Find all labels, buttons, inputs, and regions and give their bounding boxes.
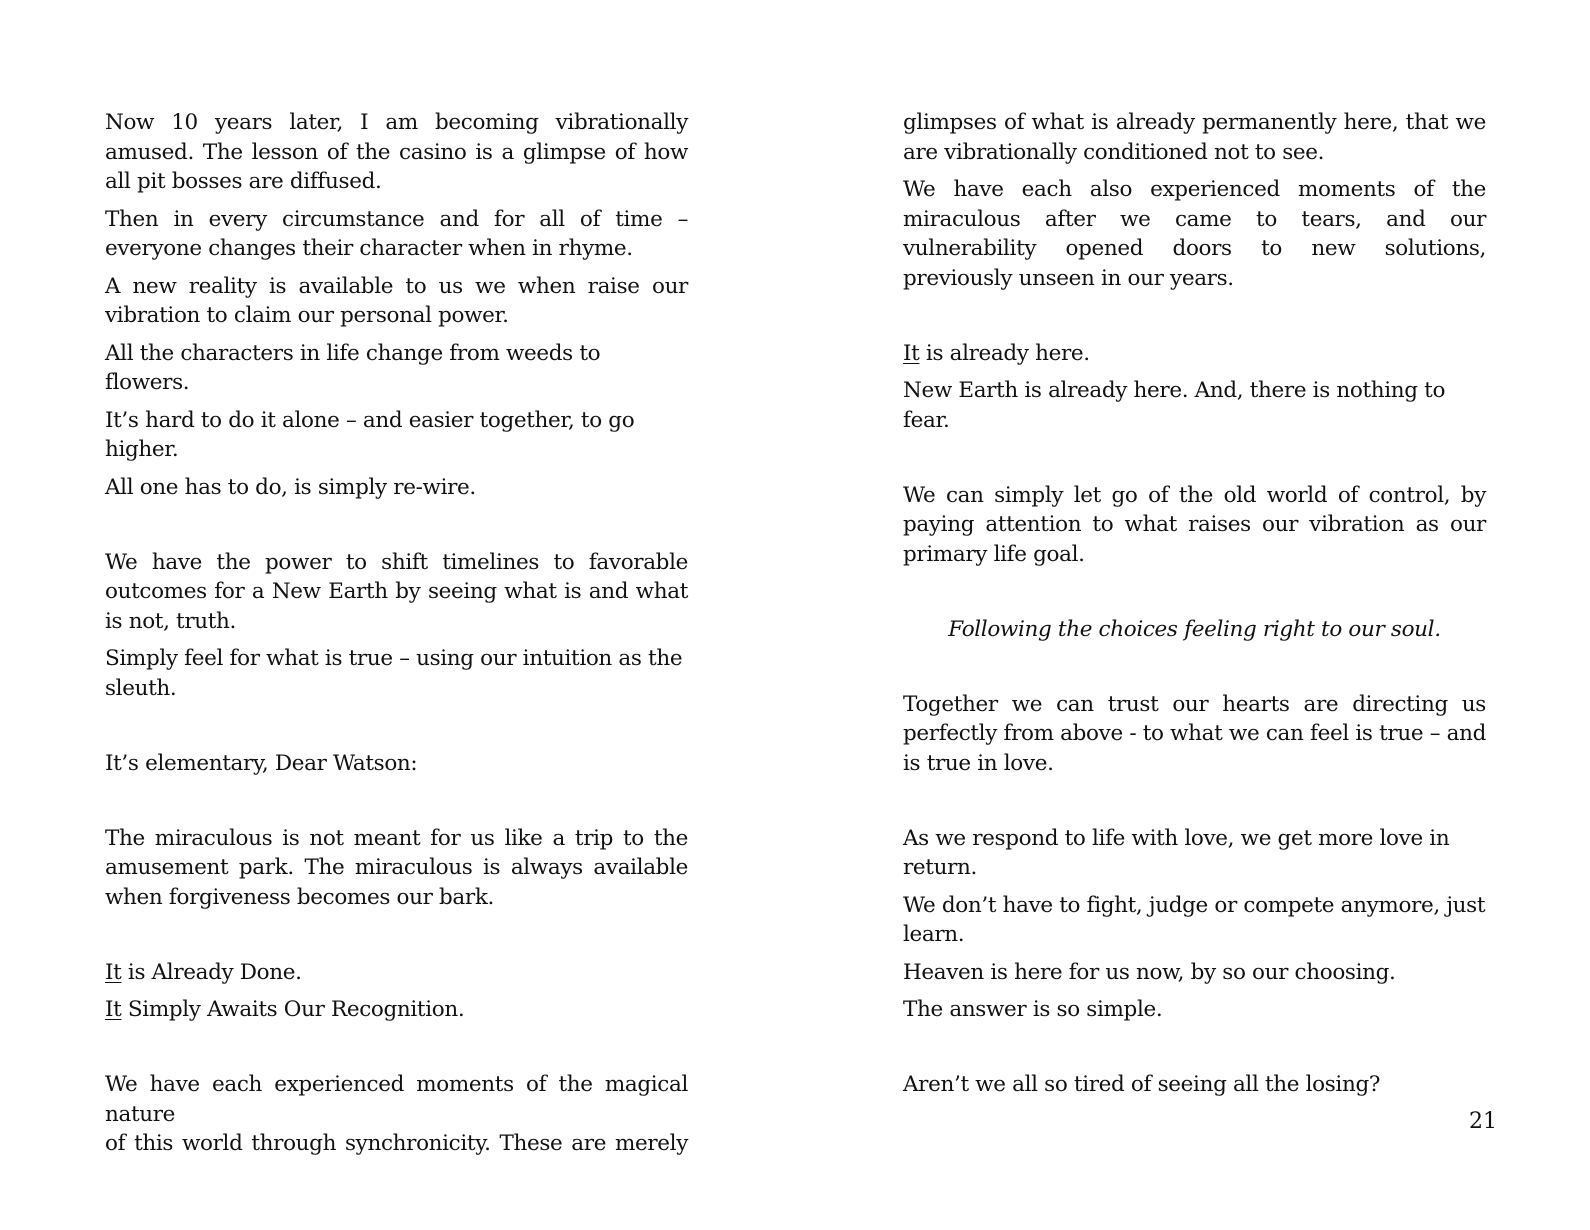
page-number: 21 [1469, 1109, 1497, 1134]
paragraph: We have the power to shift timelines to favorable outcomes for a New Earth by seeing what is and what is not, truth. [105, 549, 688, 634]
paragraph: Aren’t we all so tired of seeing all the losing? [903, 1072, 1381, 1097]
paragraph-text: Simply Awaits Our Recognition. [121, 997, 465, 1022]
stanza-break [903, 301, 1486, 339]
stanza-break [105, 711, 688, 749]
paragraph: All the characters in life change from weeds to flowers. [105, 340, 601, 395]
paragraph: We have each also experienced moments of the miraculous after we came to tears, and our vulnerability opened doors to new solutions, previously unseen in our years. [903, 177, 1486, 291]
stanza-break [903, 786, 1486, 824]
paragraph: The answer is so simple. [903, 997, 1163, 1022]
stanza-break [903, 1033, 1486, 1071]
paragraph: Then in every circumstance and for all of time – everyone changes their character when in rhyme. [105, 206, 688, 261]
left-text-column [105, 108, 688, 1167]
paragraph: All one has to do, is simply re-wire. [105, 474, 476, 500]
stanza-break [105, 1033, 688, 1071]
paragraph: Heaven is here for us now, by so our choosing. [903, 959, 1396, 985]
paragraph: The miraculous is not meant for us like a trip to the amusement park. The miraculous is always available when forgiveness becomes our bark. [105, 825, 688, 910]
paragraph: New Earth is already here. And, there is nothing to fear. [903, 378, 1446, 433]
stanza-break [105, 786, 688, 824]
paragraph [105, 958, 688, 988]
paragraph: Simply feel for what is true – using our intuition as the sleuth. [105, 646, 683, 701]
paragraph [105, 1070, 688, 1159]
stanza-break [105, 510, 688, 548]
paragraph: We don’t have to fight, judge or compete anymore, just learn. [903, 892, 1486, 947]
right-page [795, 0, 1590, 1230]
underlined-word: It [105, 959, 122, 985]
paragraph-line: We have each experienced moments of the magical nature [105, 1072, 688, 1127]
stanza-break [903, 652, 1486, 690]
paragraph [105, 995, 688, 1025]
paragraph: Now 10 years later, I am becoming vibrationally amused. The lesson of the casino is a glimpse of how all pit bosses are diffused. [105, 110, 688, 194]
paragraph: It’s elementary, Dear Watson: [105, 750, 418, 776]
paragraph: We can simply let go of the old world of control, by paying attention to what raises our vibration as our primary life goal. [903, 482, 1486, 567]
paragraph: Together we can trust our hearts are directing us perfectly from above - to what we can feel is true – and is true in love. [903, 691, 1486, 776]
paragraph-text: is Already Done. [121, 959, 302, 985]
paragraph: glimpses of what is already permanently here, that we are vibrationally conditioned not to see. [903, 110, 1486, 165]
italic-line: Following the choices feeling right to our soul. [948, 616, 1441, 642]
paragraph: As we respond to life with love, we get more love in return. [903, 825, 1450, 880]
underlined-word: It [105, 997, 122, 1022]
paragraph-text: is already here. [919, 340, 1090, 366]
right-text-column [903, 108, 1486, 1108]
paragraph [903, 339, 1486, 369]
stanza-break [903, 577, 1486, 615]
paragraph: A new reality is available to us we when raise our vibration to claim our personal power. [105, 273, 688, 328]
underlined-word: It [903, 340, 920, 366]
paragraph: It’s hard to do it alone – and easier together, to go higher. [105, 407, 635, 462]
stanza-break [105, 920, 688, 958]
paragraph-line: of this world through synchronicity. These are merely [105, 1131, 688, 1156]
stanza-break [903, 443, 1486, 481]
